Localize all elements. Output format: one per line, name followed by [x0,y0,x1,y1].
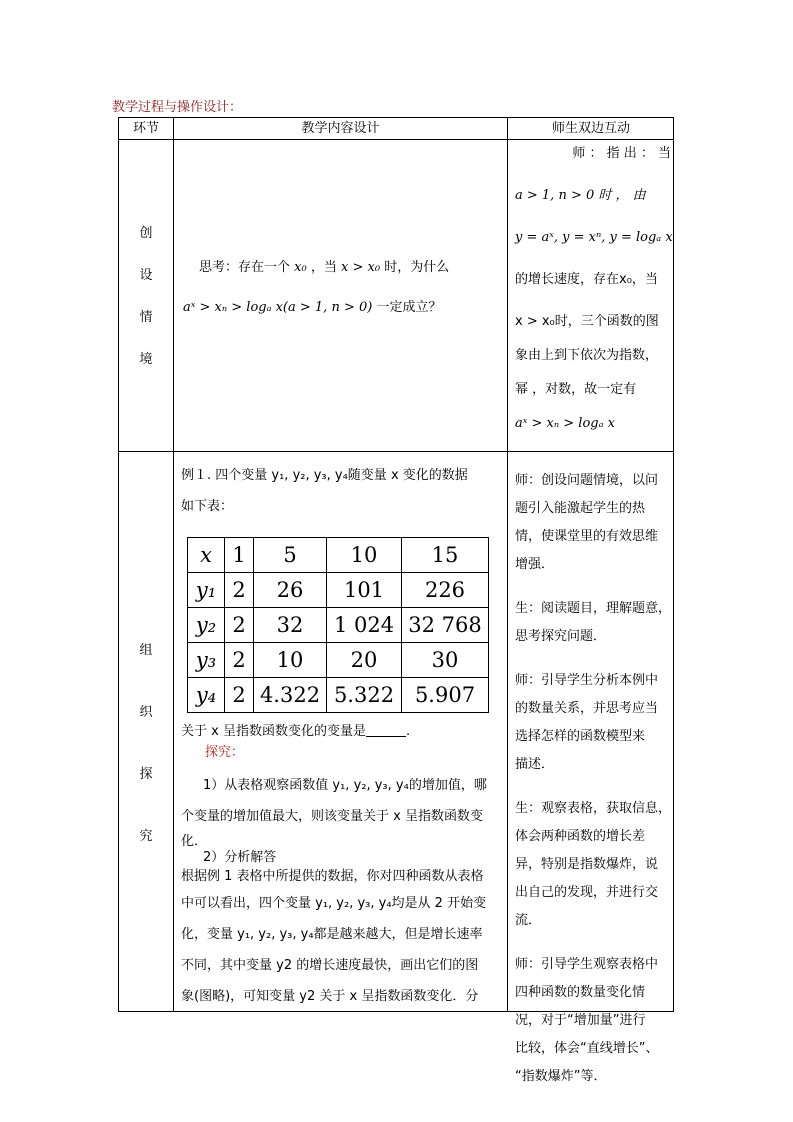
table-cell: 15 [402,538,489,573]
interaction-line: x > x₀时，三个函数的图 [515,314,659,329]
interaction-line: 选择怎样的函数模型来 [515,729,646,744]
thinking-question [183,252,501,324]
step-line: 化． [181,834,208,849]
table-cell: 5 [254,538,327,573]
table-row [188,573,489,608]
thinking-question-end: 一定成立？ [376,300,442,315]
table-cell: 5.907 [402,678,489,713]
interaction-line: 的增长速度，存在x₀，当 [515,272,658,287]
interaction-line: 异，特别是指数爆炸，说 [515,857,659,872]
step-line: 化，变量 y₁, y₂, y₃, y₄都是越来越大，但是增长速率 [181,927,483,942]
header-stage: 环节 [132,121,159,136]
explore-label: 探究： [205,745,245,760]
thinking-x0: x₀ [294,260,307,275]
stage-char: 创 [139,226,153,241]
interaction-line: 描述． [515,757,555,772]
step-line: 个变量的增加值最大，则该变量关于 x 呈指数函数变 [181,809,483,824]
stage-char: 组 [139,643,153,658]
table-cell: 226 [402,573,489,608]
interaction-line: 师：引导学生观察表格中 [515,957,659,972]
example-data-table [187,537,489,713]
table-cell: 32 [254,608,327,643]
thinking-end: 时，为什么 [384,260,450,275]
step-line: 象(图略)，可知变量 y2 关于 x 呈指数函数变化．分 [181,989,479,1004]
step-line: 不同，其中变量 y2 的增长速度最快，画出它们的图 [181,958,479,973]
interaction-line: 师 ： 指 出 ： 当 [572,146,671,161]
interaction-block [515,667,673,779]
table-cell: 4.322 [254,678,327,713]
stage-label-create-scenario [119,213,173,381]
column-divider [173,118,174,1011]
interaction-block [515,795,673,935]
interaction-line: aˣ > xₙ > logₐ x [515,416,615,431]
table-cell: 2 [225,608,254,643]
interaction-line: 流． [515,913,542,928]
interaction-line: 幂 ，对数，故一定有 [515,382,637,397]
interaction-blocks [515,467,673,1091]
stage-char: 情 [139,310,153,325]
thinking-condition: x > x₀ [341,260,381,275]
step-line: 根据例 1 表格中所提供的数据，你对四种函数从表格 [181,869,484,884]
table-cell: 1 024 [327,608,402,643]
stage-char: 究 [139,829,153,844]
table-cell: 2 [225,643,254,678]
table-row [188,643,489,678]
stage-char: 设 [139,268,153,283]
table-cell: 26 [254,573,327,608]
thinking-prefix: 思考：存在一个 [199,260,291,275]
thinking-line-2 [183,292,501,324]
answer-blank [366,722,406,737]
interaction-line: 题引入能激起学生的热 [515,501,646,516]
interaction-teacher-points [515,138,671,440]
table-cell: 101 [327,573,402,608]
stage-char: 织 [139,705,153,720]
step-line: 中可以看出，四个变量 y₁, y₂, y₃, y₄均是从 2 开始变 [181,896,487,911]
interaction-block [515,595,673,651]
table-cell: 5.322 [327,678,402,713]
header-content: 教学内容设计 [301,121,380,136]
interaction-line: 生：阅读题目，理解题意， [515,601,672,616]
interaction-line: 体会两种函数的增长差 [515,829,646,844]
interaction-line: 比较，体会“直线增长”、 [515,1041,659,1056]
question-text: 关于 x 呈指数函数变化的变量是 [181,724,366,739]
interaction-line: 况，对于“增加量”进行 [515,1013,646,1028]
table-cell: 2 [225,573,254,608]
interaction-line: 增强． [515,557,555,572]
table-cell: 30 [402,643,489,678]
stage-char: 境 [139,352,153,367]
table-cell: 2 [225,678,254,713]
example-line-2: 如下表： [181,499,234,514]
interaction-line: 象由上到下依次为指数， [515,348,659,363]
interaction-line: 四种函数的数量变化情 [515,985,646,1000]
table-cell: 20 [327,643,402,678]
step-line: 1）从表格观察函数值 y₁, y₂, y₃, y₄的增加值，哪 [203,778,487,793]
interaction-line: y = aˣ, y = xⁿ, y = logₐ x [515,230,673,245]
interaction-line: a > 1, n > 0 时 ， 由 [515,188,646,203]
table-cell: 10 [254,643,327,678]
stage-char: 探 [139,767,153,782]
interaction-line: 师：创设问题情境，以问 [515,473,659,488]
interaction-block [515,951,673,1091]
table-cell: y₂ [188,608,225,643]
interaction-block [515,467,673,579]
interaction-line: 的数量关系，并思考应当 [515,701,659,716]
table-cell: 32 768 [402,608,489,643]
interaction-line: 情，使课堂里的有效思维 [515,529,659,544]
row-divider [119,451,673,452]
table-cell: x [188,538,225,573]
explore-step-1 [181,770,503,852]
header-interaction: 师生双边互动 [551,121,630,136]
interaction-line: 生：观察表格，获取信息， [515,801,672,816]
example-intro [181,460,503,522]
table-cell: y₃ [188,643,225,678]
table-row [188,678,489,713]
interaction-line: “指数爆炸”等． [515,1069,607,1084]
thinking-mid: ，当 [310,260,337,275]
section-heading: 教学过程与操作设计： [112,100,243,115]
interaction-line: 出自己的发现，并进行交 [515,885,659,900]
table-cell: y₄ [188,678,225,713]
interaction-line: 师：引导学生分析本例中 [515,673,659,688]
table-cell: 10 [327,538,402,573]
thinking-inequality: aˣ > xₙ > logₐ x(a > 1, n > 0) [183,300,373,315]
lesson-design-table [118,117,674,1084]
table-row [188,538,489,573]
thinking-line-1 [183,252,501,284]
table-cell: y₁ [188,573,225,608]
explore-step-2-title: 2）分析解答 [203,850,277,865]
question-end: . [405,724,411,739]
table-row [188,608,489,643]
interaction-line: 思考探究问题． [515,629,607,644]
explore-step-2-body [181,866,503,1012]
question-line [181,722,503,742]
stage-label-organize-explore [119,620,173,868]
example-line-1: 例１. 四个变量 y₁, y₂, y₃, y₄随变量 x 变化的数据 [181,468,468,483]
column-divider [507,118,508,1011]
table-cell: 1 [225,538,254,573]
